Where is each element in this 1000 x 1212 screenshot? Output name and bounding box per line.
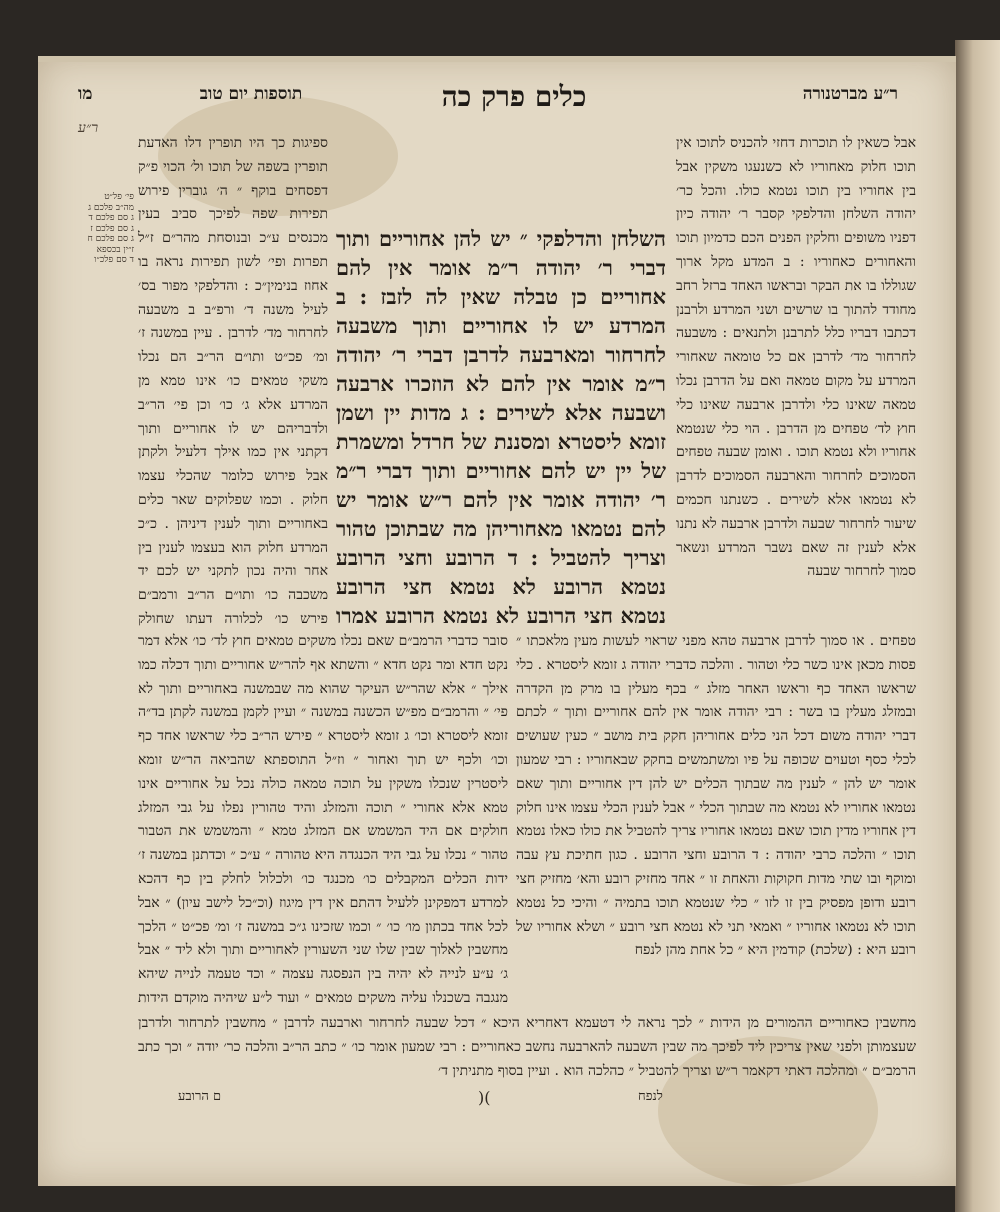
marginal-note: מה״ב פלכם ג: [88, 202, 134, 213]
bartenura-column: [676, 132, 916, 630]
header-tractate-title: כלים פרק כה: [441, 80, 587, 113]
marginal-note: ז״ין בכספא: [96, 244, 134, 255]
marginal-note: ג סם פלכם ח: [87, 234, 134, 244]
catchword-center: )(: [478, 1088, 491, 1107]
header-commentary-title: ר״ע מברטנורה: [802, 84, 898, 104]
page-top-edge: [38, 56, 956, 62]
tosafot-bottom-column: [138, 630, 508, 1010]
marginal-note: ד סם פלכ״ו: [94, 255, 134, 265]
catchword-left: ם הרובע: [178, 1089, 222, 1104]
tosafot-continuation-text: מחשבין כאחוריים ההמורים מן הידות ״ לכך נראה לי דטעמא דאחריא היכא ״ דכל שבעה לחרחור וארבעה לדרבן ״ מחשבין לתרחור ולדרבן שעצמותן ולפני שאין צריכין ליד לפיכך מה שבין השבעה להארבעה נחשב כאחוריים : רבי שמעון אומר כו׳ ״ כתב הר״ב והלכה כר׳ יודה ״ וכך כתב הרמב״ם ״ ומהלכה דאתי דקאמר ר״ש וצריך להטביל ״ כהלכה הוא . ועיין בסוף מתניתין ד׳: [138, 1015, 916, 1079]
bartenura-bottom-column: [516, 630, 916, 1010]
header-tosafot-title: תוספות יום טוב: [199, 84, 303, 104]
margin-mark: ר״ע: [78, 120, 99, 136]
bartenura-bottom-text: טפחים . או סמוך לדרבן ארבעה טהא מפני שראוי לעשות מעין מלאכתו ״ פסות מכאן אינו כשר כלי וטהור . והלכה כדברי יהודה ג זומא ליסטרא . כלי שראשו האחד כף וראשו האחר מזלג ״ בכף מעלין בו מרק מן הקדרה ובמזלג מעלין בו בשר : רבי יהודה אומר אין להם אחוריים ותוך ״ לכתם דברי יהודה משום דכל הני כלים אחוריהן חקק בית מושב ״ כעין שעושים לכלי כסף וטעוים שכופה על פיו ומשתמשים בחקק שבאחוריו : רבי שמעון אומר יש להן ״ לענין מה שבתוך הכלים יש להן דין אחוריים ותוך שאם נטמאו אחוריו לא נטמא מה שבתוך הכלי ״ אבל לענין הכלי עצמו אינו חלוק דין אחוריו מדין תוכו שאם נטמאו אחוריו צריך להטביל את כולו כאלו נטמא תוכו ״ והלכה כרבי יהודה : ד הרובע וחצי הרובע . כגון חתיכת עץ עבה ומוקף ובו שתי מדות חקוקות והאחת זו ״ אחד מחזיק רובע והא׳ מחזיק חצי רובע ודופן מפסיק בין זו לזו ״ כלי שנטמא תוכו בתמיה ״ והיכי כל נטמא תוכו לא נטמאו אחוריו ״ ואמאי תני לא נטמא חצי רובע ״ ושלא אחוריו של רובע היא : (שלכת) קודמין היא ״ כל אחת מהן לנפח: [516, 633, 916, 959]
folio-number: מו: [78, 84, 93, 104]
tosafot-column: [138, 132, 328, 630]
catchword-right: לנפח: [638, 1089, 663, 1104]
mishnah-main-text: [336, 224, 666, 630]
tosafot-text: ספיגות כך היו תופרין דלו האדעת תופרין בשפה של תוכו ול׳ הכוי פ״ק דפסחים בוקף ״ ה׳ גוברין פירוש תפירות שפה לפיכך סביב בעין מכנסים ע״כ ובנוסחת מהר״ם ז״ל תפרות ופי׳ לשון תפירות נראה בו אחוז בנימין״כ : והדלפקי מפור בס׳ לעיל משנה ד׳ ורפ״ב ב משבעה לחרחור מד׳ לדרבן . עיין במשנה ז׳ ומ׳ פכ״ט ותו״ם הר״ב הם נכלו משקי טמאים כו׳ אינו טמא מן המרדע אלא ג׳ כו׳ וכן פי׳ הר״ב ולדבריהם יש לו אחוריים ותוך דקתני אין כמו אילך דלעיל ולקתן אבל פירוש כלומר שהכלי עצמו חלוק . וכמו שפלוקים שאר כלים באחוריים ותוך לענין דיניהן . כ״כ המרדע חלוק הוא בעצמו לענין בין אחר והיה נכון לתקני יש לכם יד משכבה כו׳ ותו״ם הר״ב ורמב״ם פירש כו׳ לכלורה דעתו שחולק: [138, 135, 328, 627]
tosafot-bottom-text: סובר כדברי הרמב״ם שאם נכלו משקים טמאים חוץ לד׳ כו׳ אלא דמר נקט חדא ומר נקט חדא ״ והשתא אף להר״ש אחוריים ותוך דכלה כמו אילך ״ אלא שהר״ש העיקר שהוא מה שבמשנה באחוריים ותוך לא פי׳ ״ והרמב״ם מפ״ש הכשנה במשנה ״ ועיין לקמן במשנה לקתן בד״ה זומא ליסטרא וכו׳ ג זומא ליסטרא ״ פירש הר״ב כלי שראשו אחד כף וכו׳ ולכף יש תוך ואחור ״ וז״ל התוספתא שהביאה הר״ש זומא ליסטרין שנכלו משקין על תוכה טמאה כולה נכל על אחוריים אינו טמא אלא אחורי ״ תוכה והמזלג והיד טהורין נפלו על גבי המזלג חולקים אם היד המשמש אם המזלג טמא ״ והמשמש את הטבור טהור ״ נכלו על גבי היד הכנגדה היא טהורה ״ ע״כ ״ וכדתנן במשנה ז׳ ידות הכלים המקבלים כו׳ מכנגד כו׳ ולכלול לחלק בין כף דהכא למרדע דמפקינן ללעיל דהתם אין דין מיגוז (וכ״כל לישב עיון) ״ אבל לכל אחד בכתון מו׳ כו׳ ״ וכמו שזכינו ג״כ במשנה ז׳ ומ׳ פכ״ט ״ הלכך מחשבין לאלוך שבין שלו שני השעורין לאחוריים ותוך ולא ליד ״ אבל ג׳ ע״ע לנייה לא יהיה בין הנפסגה עצמה ״ וכד טעמה לנייה שיהא מנגבה בשכנלו עליה משקים טמאים ״ ועוד ל״ע שיהיה מוקדם הידות: [138, 633, 508, 1006]
marginal-note: ג סם פלכם ד: [88, 213, 134, 223]
book-page: [38, 56, 956, 1186]
marginal-notes: [78, 192, 134, 266]
marginal-note: ג סם פלכם ז: [90, 223, 134, 234]
marginal-note: פי׳ פל״ט: [104, 192, 134, 202]
bartenura-text: אבל כשאין לו תוכרות דחזי להכניס לתוכו אין תוכו חלוק מאחוריו לא כשנעגו משקין אבל בין אחוריו בין תוכו נטמא כולו. והכל כר׳ יהודה השלחן והדלפקי קסבר ר׳ יהודה כיון דפניו משופים וחלקין הפנים הכם כדמיון תוכו והאחורים כאחוריו : ב המדע מקל ארוך שגוללו בו את הבקר ובראשו האחד ברזל רחב מחודד להתוך בו שרשים ושני המרדע ולרבנן דכתבו דבריו כלל לתרבנן ולתנאים : משבעה לחרחור מד׳ לדרבן אם כל טומאה שאחורי המרדע על מקום טמאה ואם על הדרבן נכלו טמאה שאינו כלי ולדרבן ארבעה שאינו כלי חוץ לד׳ טפחים מן הדרבן . הוי כלי שנטמא אחוריו ולא נטמא תוכו . ואומן שבעה טפחים הסמוכים לחרחור והארבעה הסמוכים לדרבן לא נטמאו אלא לשירים . כשנתנו חכמים שיעור לחרחור שבעה ולדרבן ארבעה לא נתנו אלא לענין זה שאם נשבר המרדע ונשאר סמוך לחרחור שבעה: [676, 135, 916, 580]
mishnah-text: השלחן והדלפקי ״ יש להן אחוריים ותוך דברי ר׳ יהודה ר״מ אומר אין להם אחוריים כן טבלה שאין לה לזבז : ב המרדע יש לו אחוריים ותוך משבעה לחרחור ומארבעה לדרבן דברי ר׳ יהודה ר״מ אומר אין להם לא הוזכרו ארבעה ושבעה אלא לשירים : ג מדות יין ושמן זומא ליסטרא ומסננת של חרדל ומשמרת של יין יש להם אחוריים ותוך דברי ר״מ ר׳ יהודה אומר אין להם ר״ש אומר יש להם נטמאו מאחוריהן מה שבתוכן טהור וצריך להטביל : ד הרובע וחצי הרובע נטמא הרובע לא נטמא חצי הרובע נטמא חצי הרובע לא נטמא הרובע אמרו: [336, 226, 666, 628]
tosafot-continuation: [138, 1012, 916, 1084]
book-spine: [955, 40, 1000, 1212]
